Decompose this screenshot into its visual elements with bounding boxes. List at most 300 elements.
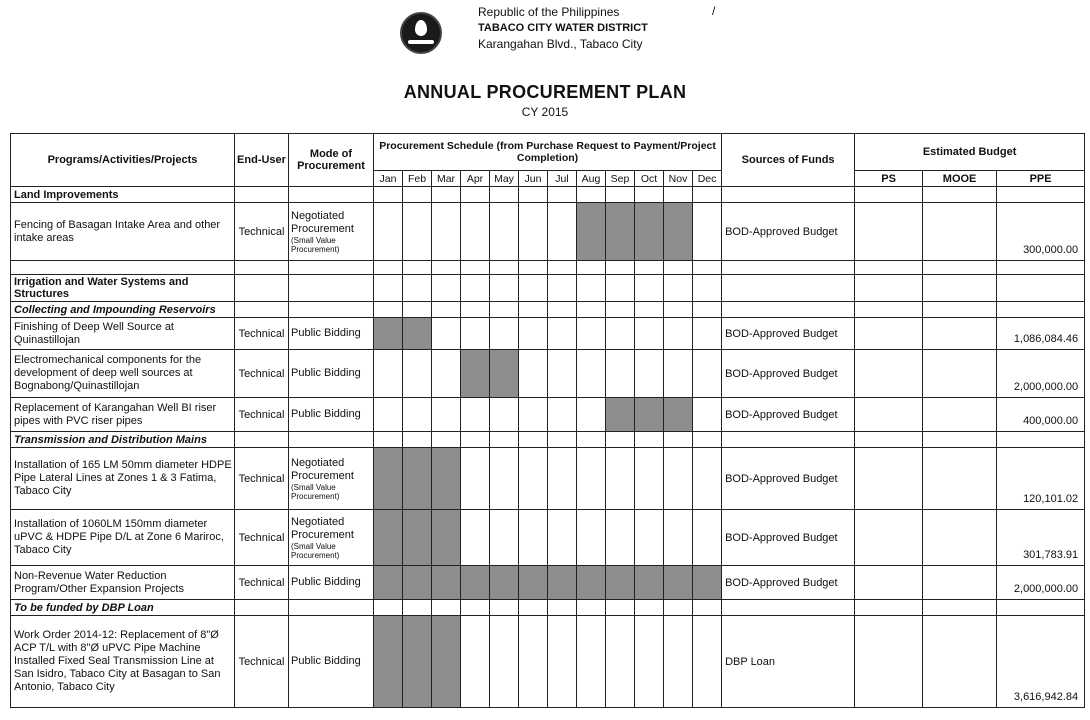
month-header-mar: Mar	[432, 171, 461, 187]
schedule-cell	[403, 203, 432, 261]
schedule-cell	[490, 318, 519, 350]
schedule-cell-active	[635, 203, 664, 261]
procurement-mode-cell	[289, 318, 374, 350]
table-row	[11, 302, 1085, 318]
schedule-cell	[461, 448, 490, 510]
empty-cell	[519, 600, 548, 616]
schedule-cell	[461, 398, 490, 432]
schedule-cell-active	[374, 510, 403, 566]
schedule-cell	[403, 398, 432, 432]
empty-cell	[606, 432, 635, 448]
month-header-jan: Jan	[374, 171, 403, 187]
schedule-cell	[519, 318, 548, 350]
agency-info	[478, 4, 648, 52]
schedule-cell-active	[519, 566, 548, 600]
ps-amount	[855, 318, 923, 350]
end-user-cell: Technical	[235, 398, 289, 432]
col-mode: Mode of Procurement	[289, 134, 374, 187]
table-row	[11, 600, 1085, 616]
empty-cell	[519, 275, 548, 302]
empty-cell	[374, 275, 403, 302]
empty-cell	[519, 302, 548, 318]
empty-cell	[548, 261, 577, 275]
empty-cell	[403, 302, 432, 318]
document-title: ANNUAL PROCUREMENT PLAN	[403, 82, 687, 102]
empty-cell	[235, 432, 289, 448]
schedule-cell	[635, 448, 664, 510]
mooe-amount	[923, 510, 997, 566]
schedule-cell	[403, 350, 432, 398]
schedule-cell-active	[432, 566, 461, 600]
schedule-cell	[519, 448, 548, 510]
month-header-jun: Jun	[519, 171, 548, 187]
schedule-cell-active	[403, 318, 432, 350]
source-of-funds: BOD-Approved Budget	[722, 510, 855, 566]
schedule-cell	[490, 448, 519, 510]
table-row	[11, 275, 1085, 302]
empty-cell	[374, 302, 403, 318]
empty-cell	[664, 275, 693, 302]
schedule-cell-active	[432, 616, 461, 708]
empty-cell	[997, 432, 1085, 448]
empty-cell	[635, 187, 664, 203]
section-heading: Irrigation and Water Systems and Structures	[11, 275, 235, 302]
mooe-amount	[923, 616, 997, 708]
source-of-funds: BOD-Approved Budget	[722, 203, 855, 261]
empty-cell	[923, 600, 997, 616]
schedule-cell	[519, 203, 548, 261]
table-row	[11, 318, 1085, 350]
empty-cell	[997, 187, 1085, 203]
empty-cell	[548, 600, 577, 616]
schedule-cell-active	[432, 510, 461, 566]
end-user-cell: Technical	[235, 616, 289, 708]
schedule-cell-active	[664, 566, 693, 600]
header-line-1: Republic of the Philippines	[478, 5, 620, 19]
empty-cell	[923, 187, 997, 203]
empty-cell	[11, 261, 235, 275]
schedule-cell-active	[548, 566, 577, 600]
subsection-heading: Transmission and Distribution Mains	[11, 432, 235, 448]
procurement-mode: Negotiated Procurement	[291, 209, 354, 235]
schedule-cell	[519, 616, 548, 708]
source-of-funds: BOD-Approved Budget	[722, 566, 855, 600]
schedule-cell-active	[664, 398, 693, 432]
schedule-cell	[461, 616, 490, 708]
section-heading: Land Improvements	[11, 187, 235, 203]
empty-cell	[519, 261, 548, 275]
schedule-cell	[490, 398, 519, 432]
schedule-cell	[606, 510, 635, 566]
empty-cell	[235, 600, 289, 616]
schedule-cell-active	[403, 616, 432, 708]
schedule-cell	[577, 616, 606, 708]
empty-cell	[289, 432, 374, 448]
empty-cell	[606, 275, 635, 302]
empty-cell	[289, 600, 374, 616]
col-budget: Estimated Budget	[855, 134, 1085, 171]
empty-cell	[235, 302, 289, 318]
empty-cell	[722, 302, 855, 318]
empty-cell	[490, 187, 519, 203]
empty-cell	[635, 600, 664, 616]
empty-cell	[432, 275, 461, 302]
procurement-mode-cell	[289, 203, 374, 261]
empty-cell	[664, 600, 693, 616]
empty-cell	[490, 432, 519, 448]
schedule-cell	[548, 350, 577, 398]
empty-cell	[374, 600, 403, 616]
ps-amount	[855, 398, 923, 432]
mooe-amount	[923, 318, 997, 350]
schedule-cell	[519, 350, 548, 398]
schedule-cell	[664, 510, 693, 566]
empty-cell	[606, 187, 635, 203]
procurement-mode-note: (Small Value Procurement)	[291, 541, 340, 560]
schedule-cell	[577, 318, 606, 350]
empty-cell	[577, 600, 606, 616]
ppe-amount: 1,086,084.46	[997, 318, 1085, 350]
empty-cell	[461, 275, 490, 302]
empty-cell	[997, 261, 1085, 275]
schedule-cell	[635, 510, 664, 566]
empty-cell	[461, 600, 490, 616]
empty-cell	[577, 302, 606, 318]
procurement-mode: Negotiated Procurement	[291, 456, 354, 482]
subsection-heading: Collecting and Impounding Reservoirs	[11, 302, 235, 318]
schedule-cell	[519, 510, 548, 566]
empty-cell	[374, 187, 403, 203]
schedule-cell	[606, 350, 635, 398]
ps-amount	[855, 448, 923, 510]
month-header-sep: Sep	[606, 171, 635, 187]
empty-cell	[403, 600, 432, 616]
month-header-nov: Nov	[664, 171, 693, 187]
project-description: Finishing of Deep Well Source at Quinastillojan	[11, 318, 235, 350]
ppe-amount: 120,101.02	[997, 448, 1085, 510]
end-user-cell: Technical	[235, 510, 289, 566]
empty-cell	[664, 261, 693, 275]
empty-cell	[997, 302, 1085, 318]
empty-cell	[461, 187, 490, 203]
empty-cell	[403, 275, 432, 302]
table-row	[11, 448, 1085, 510]
empty-cell	[664, 432, 693, 448]
schedule-cell-active	[693, 566, 722, 600]
procurement-plan-table	[10, 133, 1085, 708]
empty-cell	[693, 261, 722, 275]
agency-address: Karangahan Blvd., Tabaco City	[478, 37, 643, 51]
mooe-amount	[923, 398, 997, 432]
empty-cell	[722, 600, 855, 616]
project-description: Installation of 1060LM 150mm diameter uPVC & HDPE Pipe D/L at Zone 6 Mariroc, Tabaco City	[11, 510, 235, 566]
procurement-mode-cell	[289, 510, 374, 566]
empty-cell	[635, 261, 664, 275]
project-description: Installation of 165 LM 50mm diameter HDPE Pipe Lateral Lines at Zones 1 & 3 Fatima, Tabaco City	[11, 448, 235, 510]
schedule-cell	[490, 616, 519, 708]
empty-cell	[577, 432, 606, 448]
empty-cell	[693, 302, 722, 318]
schedule-cell	[664, 616, 693, 708]
schedule-cell-active	[490, 350, 519, 398]
empty-cell	[519, 432, 548, 448]
schedule-cell	[577, 398, 606, 432]
schedule-cell-active	[635, 566, 664, 600]
procurement-mode: Public Bidding	[291, 408, 361, 420]
source-of-funds: DBP Loan	[722, 616, 855, 708]
pen-mark: /	[712, 4, 716, 18]
empty-cell	[855, 275, 923, 302]
schedule-cell	[577, 448, 606, 510]
end-user-cell: Technical	[235, 448, 289, 510]
empty-cell	[997, 600, 1085, 616]
schedule-cell	[461, 203, 490, 261]
empty-cell	[606, 261, 635, 275]
schedule-cell	[519, 398, 548, 432]
source-of-funds: BOD-Approved Budget	[722, 350, 855, 398]
empty-cell	[403, 432, 432, 448]
procurement-mode: Public Bidding	[291, 576, 361, 588]
table-row	[11, 510, 1085, 566]
empty-cell	[374, 261, 403, 275]
end-user-cell: Technical	[235, 566, 289, 600]
schedule-cell	[432, 203, 461, 261]
procurement-mode-cell	[289, 616, 374, 708]
table-row	[11, 566, 1085, 600]
empty-cell	[693, 187, 722, 203]
mooe-amount	[923, 566, 997, 600]
schedule-cell	[693, 398, 722, 432]
empty-cell	[577, 187, 606, 203]
schedule-cell	[548, 318, 577, 350]
schedule-cell-active	[577, 566, 606, 600]
mooe-amount	[923, 448, 997, 510]
project-description: Fencing of Basagan Intake Area and other intake areas	[11, 203, 235, 261]
schedule-cell	[374, 350, 403, 398]
schedule-cell	[548, 616, 577, 708]
end-user-cell: Technical	[235, 318, 289, 350]
empty-cell	[635, 275, 664, 302]
schedule-cell	[693, 350, 722, 398]
schedule-cell-active	[577, 203, 606, 261]
empty-cell	[432, 302, 461, 318]
schedule-cell-active	[635, 398, 664, 432]
empty-cell	[490, 302, 519, 318]
schedule-cell	[577, 350, 606, 398]
empty-cell	[635, 302, 664, 318]
empty-cell	[403, 187, 432, 203]
procurement-mode-cell	[289, 398, 374, 432]
empty-cell	[490, 261, 519, 275]
schedule-cell	[461, 318, 490, 350]
schedule-cell	[577, 510, 606, 566]
schedule-cell	[490, 510, 519, 566]
schedule-cell-active	[374, 616, 403, 708]
ppe-amount: 400,000.00	[997, 398, 1085, 432]
empty-cell	[548, 187, 577, 203]
empty-cell	[403, 261, 432, 275]
document-subtitle: CY 2015	[521, 105, 569, 119]
empty-cell	[664, 187, 693, 203]
empty-cell	[289, 302, 374, 318]
procurement-mode-note: (Small Value Procurement)	[291, 482, 340, 501]
schedule-cell	[606, 616, 635, 708]
table-row	[11, 350, 1085, 398]
empty-cell	[577, 261, 606, 275]
schedule-cell	[693, 203, 722, 261]
ps-amount	[855, 566, 923, 600]
empty-cell	[664, 302, 693, 318]
schedule-cell	[490, 203, 519, 261]
agency-name: TABACO CITY WATER DISTRICT	[478, 22, 648, 34]
empty-cell	[432, 432, 461, 448]
schedule-cell	[461, 510, 490, 566]
procurement-mode-cell	[289, 448, 374, 510]
procurement-mode-note: (Small Value Procurement)	[291, 235, 340, 254]
empty-cell	[722, 261, 855, 275]
schedule-cell	[664, 350, 693, 398]
empty-cell	[855, 302, 923, 318]
schedule-cell-active	[403, 510, 432, 566]
empty-cell	[923, 275, 997, 302]
ps-amount	[855, 203, 923, 261]
ps-amount	[855, 616, 923, 708]
month-header-dec: Dec	[693, 171, 722, 187]
empty-cell	[693, 600, 722, 616]
schedule-cell-active	[461, 566, 490, 600]
procurement-mode: Public Bidding	[291, 367, 361, 379]
schedule-cell	[606, 318, 635, 350]
empty-cell	[855, 600, 923, 616]
empty-cell	[519, 187, 548, 203]
empty-cell	[289, 275, 374, 302]
ppe-amount: 2,000,000.00	[997, 350, 1085, 398]
ps-amount	[855, 350, 923, 398]
schedule-cell-active	[432, 448, 461, 510]
end-user-cell: Technical	[235, 203, 289, 261]
empty-cell	[855, 187, 923, 203]
schedule-cell	[432, 350, 461, 398]
schedule-cell	[693, 448, 722, 510]
schedule-cell	[635, 318, 664, 350]
schedule-cell	[606, 448, 635, 510]
empty-cell	[432, 261, 461, 275]
procurement-mode: Public Bidding	[291, 327, 361, 339]
procurement-mode: Public Bidding	[291, 655, 361, 667]
empty-cell	[722, 187, 855, 203]
subsection-heading: To be funded by DBP Loan	[11, 600, 235, 616]
empty-cell	[577, 275, 606, 302]
empty-cell	[374, 432, 403, 448]
month-header-may: May	[490, 171, 519, 187]
empty-cell	[855, 261, 923, 275]
project-description: Work Order 2014-12: Replacement of 8"Ø ACP T/L with 8"Ø uPVC Pipe Machine Installed Fixed Seal Transmission Line at San Isidro, Tabaco City at Basagan to San Antonio, Tabaco City	[11, 616, 235, 708]
source-of-funds: BOD-Approved Budget	[722, 318, 855, 350]
source-of-funds: BOD-Approved Budget	[722, 448, 855, 510]
empty-cell	[693, 275, 722, 302]
empty-cell	[461, 261, 490, 275]
empty-cell	[548, 432, 577, 448]
empty-cell	[432, 187, 461, 203]
col-schedule: Procurement Schedule (from Purchase Request to Payment/Project Completion)	[374, 134, 722, 171]
empty-cell	[235, 261, 289, 275]
table-row	[11, 203, 1085, 261]
procurement-mode: Negotiated Procurement	[291, 515, 354, 541]
schedule-cell	[548, 510, 577, 566]
empty-cell	[461, 302, 490, 318]
mooe-amount	[923, 350, 997, 398]
table-row	[11, 187, 1085, 203]
mooe-amount	[923, 203, 997, 261]
col-programs: Programs/Activities/Projects	[11, 134, 235, 187]
empty-cell	[461, 432, 490, 448]
month-header-apr: Apr	[461, 171, 490, 187]
table-row	[11, 616, 1085, 708]
empty-cell	[548, 302, 577, 318]
col-end-user: End-User	[235, 134, 289, 187]
schedule-cell	[432, 318, 461, 350]
schedule-cell	[635, 350, 664, 398]
schedule-cell	[374, 398, 403, 432]
schedule-cell	[664, 448, 693, 510]
schedule-cell-active	[490, 566, 519, 600]
source-of-funds: BOD-Approved Budget	[722, 398, 855, 432]
empty-cell	[490, 275, 519, 302]
month-header-aug: Aug	[577, 171, 606, 187]
empty-cell	[855, 432, 923, 448]
schedule-cell	[693, 616, 722, 708]
schedule-cell-active	[403, 448, 432, 510]
col-ps: PS	[855, 171, 923, 187]
water-district-seal-icon	[400, 12, 442, 54]
table-row	[11, 261, 1085, 275]
schedule-cell-active	[664, 203, 693, 261]
schedule-cell	[432, 398, 461, 432]
schedule-cell-active	[606, 203, 635, 261]
col-ppe: PPE	[997, 171, 1085, 187]
month-header-oct: Oct	[635, 171, 664, 187]
ppe-amount: 300,000.00	[997, 203, 1085, 261]
empty-cell	[722, 432, 855, 448]
schedule-cell-active	[606, 566, 635, 600]
schedule-cell	[664, 318, 693, 350]
end-user-cell: Technical	[235, 350, 289, 398]
schedule-cell	[374, 203, 403, 261]
empty-cell	[548, 275, 577, 302]
empty-cell	[923, 302, 997, 318]
empty-cell	[923, 432, 997, 448]
empty-cell	[235, 275, 289, 302]
ppe-amount: 3,616,942.84	[997, 616, 1085, 708]
ps-amount	[855, 510, 923, 566]
schedule-cell	[693, 318, 722, 350]
col-mooe: MOOE	[923, 171, 997, 187]
schedule-cell-active	[403, 566, 432, 600]
table-row	[11, 432, 1085, 448]
schedule-cell	[635, 616, 664, 708]
schedule-cell-active	[374, 318, 403, 350]
project-description: Electromechanical components for the development of deep well sources at Bognabong/Quinastillojan	[11, 350, 235, 398]
schedule-cell	[548, 398, 577, 432]
empty-cell	[923, 261, 997, 275]
schedule-cell-active	[461, 350, 490, 398]
ppe-amount: 2,000,000.00	[997, 566, 1085, 600]
col-sources: Sources of Funds	[722, 134, 855, 187]
schedule-cell-active	[374, 566, 403, 600]
schedule-cell-active	[606, 398, 635, 432]
empty-cell	[235, 187, 289, 203]
empty-cell	[693, 432, 722, 448]
